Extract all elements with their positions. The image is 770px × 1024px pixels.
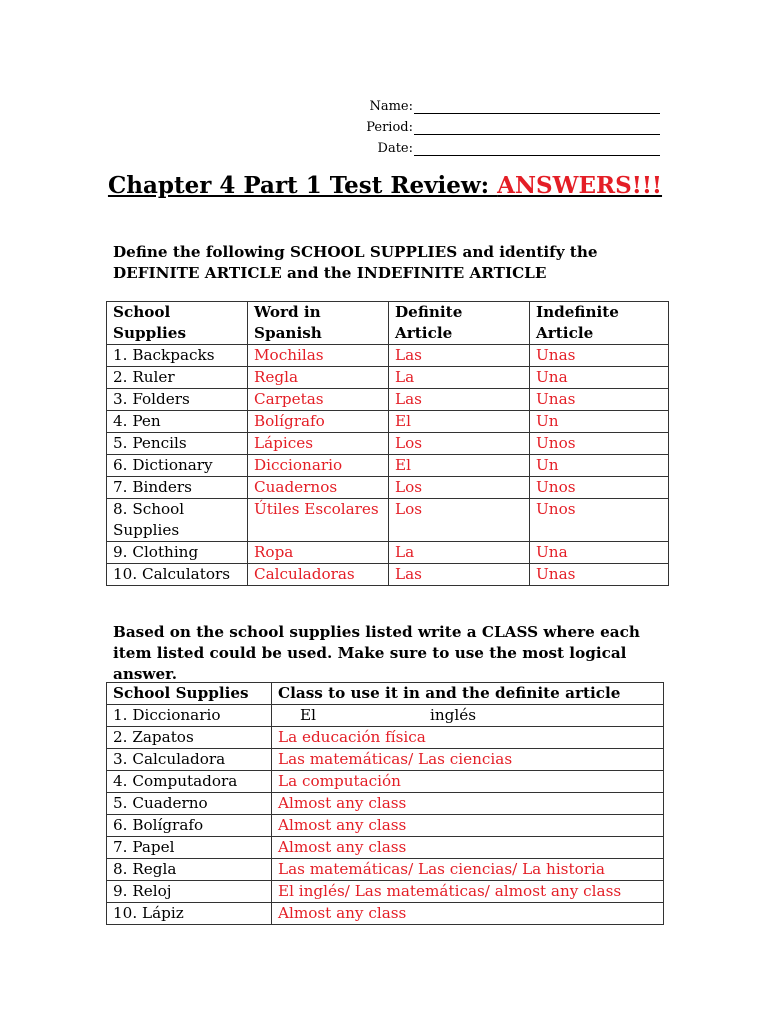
answer-cell: Carpetas (248, 389, 389, 411)
answer-cell: Un (530, 411, 669, 433)
supply-item: 8. Regla (107, 859, 272, 881)
answer-cell: El (389, 455, 530, 477)
answer-cell: Regla (248, 367, 389, 389)
answer-cell: Almost any class (272, 903, 664, 925)
column-header: School Supplies (107, 683, 272, 705)
answer-cell: Los (389, 499, 530, 542)
answer-cell: La computación (272, 771, 664, 793)
answer-cell: Una (530, 542, 669, 564)
supply-item: 4. Computadora (107, 771, 272, 793)
supply-item: 2. Ruler (107, 367, 248, 389)
answer-cell: Cuadernos (248, 477, 389, 499)
answer-cell: Unas (530, 564, 669, 586)
table-row (107, 542, 669, 564)
answer-cell: Un (530, 455, 669, 477)
answer-cell: Útiles Escolares (248, 499, 389, 542)
column-header: Indefinite Article (530, 302, 669, 345)
table-row (107, 367, 669, 389)
table-row (107, 749, 664, 771)
supply-item: 6. Bolígrafo (107, 815, 272, 837)
section1-instructions: Define the following SCHOOL SUPPLIES and identify the DEFINITE ARTICLE and the INDEFINITE ARTICLE (113, 243, 598, 282)
section2-instructions: Based on the school supplies listed write a CLASS where each item listed could be used. Make sure to use the most logical answer. (113, 623, 640, 683)
example-article: El (300, 706, 316, 724)
example-class: inglés (430, 706, 477, 724)
table-row (107, 411, 669, 433)
answer-cell: Diccionario (248, 455, 389, 477)
answer-cell: La educación física (272, 727, 664, 749)
page-title (0, 172, 770, 199)
table-row (107, 881, 664, 903)
answer-cell: Unas (530, 345, 669, 367)
answer-cell: Almost any class (272, 815, 664, 837)
supply-item: 9. Clothing (107, 542, 248, 564)
answer-cell: La (389, 367, 530, 389)
column-header: Word in Spanish (248, 302, 389, 345)
supply-item: 4. Pen (107, 411, 248, 433)
column-header: Definite Article (389, 302, 530, 345)
answer-cell: La (389, 542, 530, 564)
answer-cell: Las (389, 389, 530, 411)
table-row (107, 837, 664, 859)
date-line (340, 135, 660, 156)
answer-cell: Ropa (248, 542, 389, 564)
table-row (107, 859, 664, 881)
table-row (107, 477, 669, 499)
answer-cell: Una (530, 367, 669, 389)
answer-cell: El (389, 411, 530, 433)
supply-item: 5. Cuaderno (107, 793, 272, 815)
name-blank[interactable] (414, 99, 660, 114)
period-line (340, 114, 660, 135)
answer-cell: Almost any class (272, 837, 664, 859)
student-info-block (340, 93, 660, 156)
supply-item: 6. Dictionary (107, 455, 248, 477)
date-label: Date: (377, 141, 413, 156)
example-answer-cell (272, 705, 664, 727)
table-header-row (107, 683, 664, 705)
column-header: Class to use it in and the definite article (272, 683, 664, 705)
answer-cell: Las matemáticas/ Las ciencias (272, 749, 664, 771)
answer-cell: Mochilas (248, 345, 389, 367)
table-row (107, 727, 664, 749)
table-header-row (107, 302, 669, 345)
table-row (107, 433, 669, 455)
supply-item: 1. Backpacks (107, 345, 248, 367)
answer-cell: Unos (530, 477, 669, 499)
table-row (107, 455, 669, 477)
period-blank[interactable] (414, 120, 660, 135)
answer-cell: Lápices (248, 433, 389, 455)
answer-cell: Las (389, 564, 530, 586)
answer-cell: Bolígrafo (248, 411, 389, 433)
supply-item: 9. Reloj (107, 881, 272, 903)
title-main: Chapter 4 Part 1 Test Review: (107, 172, 498, 199)
answer-cell: Los (389, 477, 530, 499)
answer-cell: Unas (530, 389, 669, 411)
table-row (107, 793, 664, 815)
table-row (107, 903, 664, 925)
table-row (107, 705, 664, 727)
answer-cell: Unos (530, 433, 669, 455)
name-line (340, 93, 660, 114)
column-header: School Supplies (107, 302, 248, 345)
period-label: Period: (366, 120, 413, 135)
supply-item: 8. School Supplies (107, 499, 248, 542)
supply-item: 7. Binders (107, 477, 248, 499)
supply-item: 3. Calculadora (107, 749, 272, 771)
table-row (107, 771, 664, 793)
class-table (106, 682, 664, 925)
table-row (107, 815, 664, 837)
supply-item: 10. Lápiz (107, 903, 272, 925)
supply-item: 10. Calculators (107, 564, 248, 586)
table-row (107, 564, 669, 586)
supply-item: 7. Papel (107, 837, 272, 859)
supply-item: 2. Zapatos (107, 727, 272, 749)
school-supplies-table (106, 301, 669, 586)
answer-cell: El inglés/ Las matemáticas/ almost any class (272, 881, 664, 903)
supply-item: 1. Diccionario (107, 705, 272, 727)
table-row (107, 389, 669, 411)
answer-cell: Almost any class (272, 793, 664, 815)
name-label: Name: (369, 99, 413, 114)
table-row (107, 499, 669, 542)
answer-cell: Unos (530, 499, 669, 542)
answer-cell: Los (389, 433, 530, 455)
date-blank[interactable] (414, 141, 660, 156)
title-answers: ANSWERS!!! (497, 172, 663, 199)
answer-cell: Las matemáticas/ Las ciencias/ La historia (272, 859, 664, 881)
answer-cell: Calculadoras (248, 564, 389, 586)
supply-item: 5. Pencils (107, 433, 248, 455)
table-row (107, 345, 669, 367)
supply-item: 3. Folders (107, 389, 248, 411)
answer-cell: Las (389, 345, 530, 367)
